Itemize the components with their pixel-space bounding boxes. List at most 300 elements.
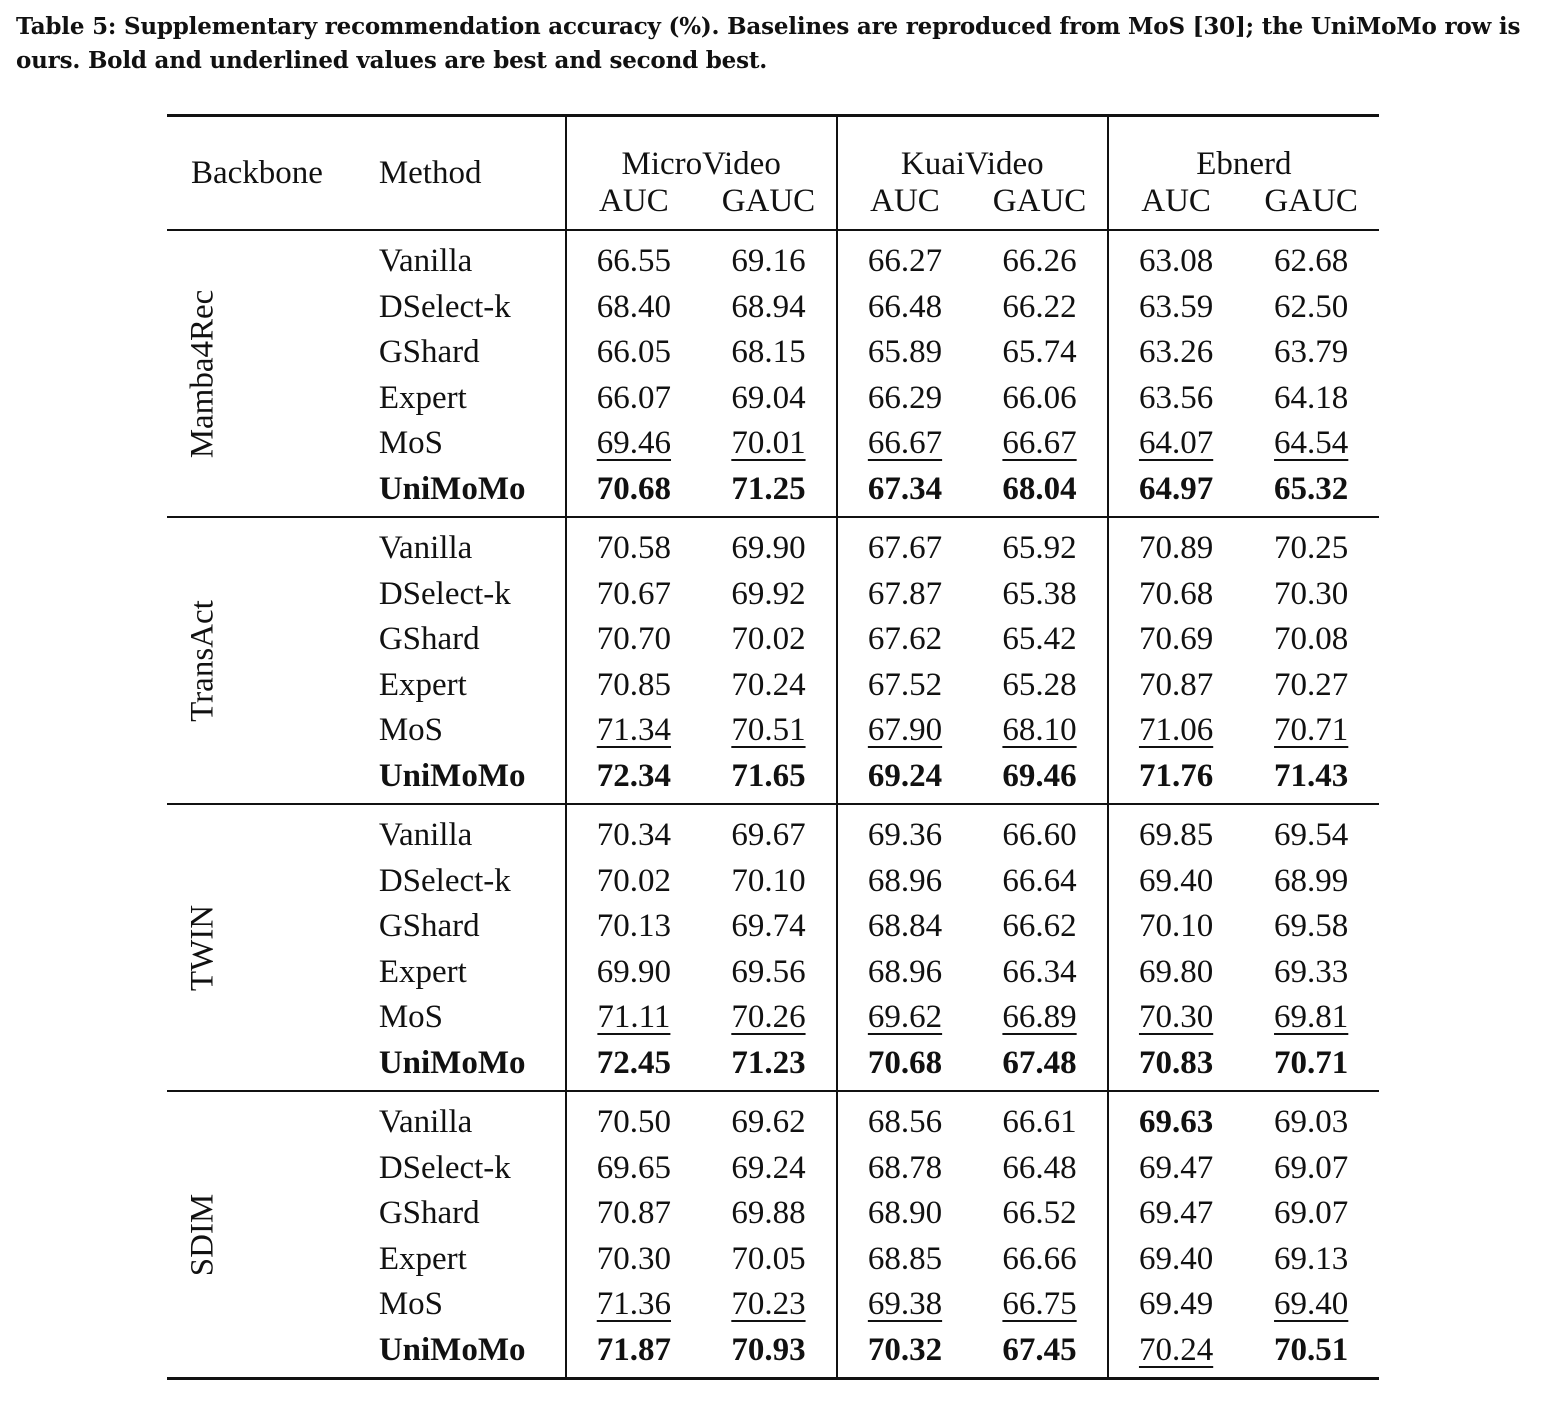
metric-value: 68.56 [867,1104,943,1141]
metric-value: 69.74 [731,908,806,945]
value-cell [701,467,837,518]
method-cell: MoS [378,1286,444,1323]
value-cell [1108,1282,1244,1328]
metric-value: 69.49 [1138,1286,1214,1323]
table-body [167,230,1379,1379]
method-cell: UniMoMo [378,1044,526,1081]
metric-value: 72.45 [596,1044,672,1081]
value-cell [972,1282,1108,1328]
value-cell [972,1091,1108,1146]
value-cell [566,1146,702,1192]
method-cell: GShard [378,1195,480,1232]
header-metric: GAUC [992,183,1087,220]
metric-value: 62.50 [1274,288,1349,325]
value-cell [566,285,702,331]
value-cell [701,663,837,709]
value-cell [972,1191,1108,1237]
method-cell: Expert [378,1240,467,1277]
value-cell [1243,1041,1379,1092]
metric-value: 70.93 [731,1331,806,1368]
value-cell [837,1237,973,1283]
metric-value: 70.25 [1274,530,1349,567]
metric-value: 69.85 [1138,817,1214,854]
value-cell [1243,708,1379,754]
metric-value: 70.05 [731,1240,806,1277]
value-cell [566,663,702,709]
metric-value: 70.67 [596,575,672,612]
value-cell [972,421,1108,467]
metric-value: 69.62 [731,1104,806,1141]
metric-value: 70.23 [731,1286,806,1323]
metric-value: 70.69 [1138,621,1214,658]
value-cell [701,1237,837,1283]
metric-value: 67.67 [867,530,943,567]
value-cell [1108,285,1244,331]
metric-value: 69.40 [1138,1240,1214,1277]
metric-value: 69.40 [1138,862,1214,899]
metric-value: 68.85 [867,1240,943,1277]
metric-value: 66.55 [596,243,672,280]
value-cell [701,904,837,950]
value-cell [837,330,973,376]
value-cell [972,859,1108,905]
value-cell [566,1328,702,1379]
metric-value: 64.97 [1138,470,1214,507]
backbone-cell [167,230,365,517]
method-cell: GShard [378,908,480,945]
metric-value: 69.90 [596,953,672,990]
metric-value: 70.30 [1138,999,1214,1036]
value-cell [566,517,702,572]
value-cell [837,1091,973,1146]
method-cell: Vanilla [378,243,473,280]
metric-value: 69.63 [1138,1104,1214,1141]
value-cell [566,1091,702,1146]
metric-value: 65.32 [1274,470,1349,507]
backbone-label: SDIM [184,1193,221,1276]
metric-value: 66.61 [1002,1104,1077,1141]
value-cell [1108,859,1244,905]
metric-value: 69.46 [1002,757,1077,794]
metric-value: 69.38 [867,1286,943,1323]
value-cell [566,708,702,754]
method-cell: Expert [378,953,467,990]
metric-value: 72.34 [596,757,672,794]
method-cell: DSelect-k [378,862,511,899]
backbone-label: TWIN [184,904,221,991]
metric-value: 70.13 [596,908,672,945]
metric-value: 70.70 [596,621,672,658]
value-cell [1108,1091,1244,1146]
metric-value: 70.68 [1138,575,1214,612]
value-cell [701,376,837,422]
value-cell [1108,663,1244,709]
metric-value: 66.67 [1002,425,1077,462]
value-cell [701,1328,837,1379]
metric-value: 69.40 [1274,1286,1349,1323]
value-cell [972,1146,1108,1192]
method-cell: Vanilla [378,1104,473,1141]
value-cell [972,950,1108,996]
value-cell [566,859,702,905]
value-cell [1243,376,1379,422]
metric-value: 63.26 [1138,334,1214,371]
value-cell [1108,804,1244,859]
value-cell [1243,950,1379,996]
metric-value: 69.03 [1274,1104,1349,1141]
metric-value: 71.76 [1138,757,1214,794]
value-cell [837,376,973,422]
header-metric: GAUC [721,183,816,220]
value-cell [566,230,702,285]
method-cell: GShard [378,621,480,658]
value-cell [701,517,837,572]
metric-value: 69.36 [867,817,943,854]
metric-value: 64.07 [1138,425,1214,462]
value-cell [837,421,973,467]
metric-value: 63.59 [1138,288,1214,325]
results-table [167,114,1379,1380]
table-row [167,804,1379,859]
value-cell [972,230,1108,285]
value-cell [566,572,702,618]
header-metric: GAUC [1264,183,1358,220]
method-cell: DSelect-k [378,575,511,612]
metric-value: 67.62 [867,621,943,658]
value-cell [837,995,973,1041]
metric-value: 71.87 [596,1331,672,1368]
value-cell [972,572,1108,618]
metric-value: 71.06 [1138,712,1214,749]
value-cell [837,572,973,618]
metric-value: 66.67 [867,425,943,462]
metric-value: 68.96 [867,953,943,990]
header-metric: AUC [566,183,702,230]
value-cell [1108,1237,1244,1283]
metric-value: 63.08 [1138,243,1214,280]
results-table-container [167,114,1379,1380]
value-cell [1108,467,1244,518]
value-cell [1243,859,1379,905]
value-cell [701,1191,837,1237]
metric-value: 65.74 [1002,334,1077,371]
metric-value: 69.92 [731,575,806,612]
value-cell [1243,1328,1379,1379]
metric-value: 69.04 [731,379,806,416]
metric-value: 66.06 [1002,379,1077,416]
metric-value: 69.90 [731,530,806,567]
metric-value: 69.16 [731,243,806,280]
metric-value: 68.15 [731,334,806,371]
metric-value: 69.56 [731,953,806,990]
header-dataset-kuaivideo: KuaiVideo [837,116,1108,184]
value-cell [566,995,702,1041]
value-cell [837,950,973,996]
metric-value: 70.89 [1138,530,1214,567]
value-cell [837,1191,973,1237]
metric-value: 71.25 [731,470,806,507]
value-cell [972,995,1108,1041]
value-cell [837,708,973,754]
method-cell: MoS [378,425,444,462]
metric-value: 69.47 [1138,1195,1214,1232]
metric-value: 69.88 [731,1195,806,1232]
value-cell [1108,950,1244,996]
header-dataset-microvideo: MicroVideo [566,116,837,184]
metric-value: 68.84 [867,908,943,945]
table-caption: Table 5: Supplementary recommendation accuracy (%). Baselines are reproduced from MoS [30]; the UniMoMo row is ours. Bold and underlined values are best and second best. [16,13,1521,74]
metric-value: 69.67 [731,817,806,854]
metric-value: 66.52 [1002,1195,1077,1232]
metric-value: 71.34 [596,712,672,749]
metric-value: 64.54 [1274,425,1349,462]
value-cell [837,663,973,709]
metric-value: 70.30 [1274,575,1349,612]
metric-value: 69.58 [1274,908,1349,945]
value-cell [1108,421,1244,467]
metric-value: 65.89 [867,334,943,371]
metric-value: 69.80 [1138,953,1214,990]
value-cell [566,1237,702,1283]
metric-value: 68.90 [867,1195,943,1232]
metric-value: 64.18 [1274,379,1349,416]
value-cell [1243,995,1379,1041]
value-cell [1243,285,1379,331]
metric-value: 68.99 [1274,862,1349,899]
value-cell [566,617,702,663]
value-cell [837,617,973,663]
metric-value: 69.24 [731,1149,806,1186]
metric-value: 66.34 [1002,953,1077,990]
method-cell: MoS [378,712,444,749]
value-cell [972,285,1108,331]
value-cell [566,421,702,467]
metric-value: 66.07 [596,379,672,416]
value-cell [1243,617,1379,663]
value-cell [566,950,702,996]
metric-value: 63.56 [1138,379,1214,416]
header-dataset-ebnerd: Ebnerd [1108,116,1379,184]
metric-value: 66.05 [596,334,672,371]
method-cell: MoS [378,999,444,1036]
value-cell [1243,1191,1379,1237]
metric-value: 70.87 [596,1195,672,1232]
value-cell [1243,754,1379,805]
value-cell [837,1328,973,1379]
value-cell [701,754,837,805]
metric-value: 62.68 [1274,243,1349,280]
method-cell: DSelect-k [378,288,511,325]
value-cell [837,754,973,805]
metric-value: 71.65 [731,757,806,794]
value-cell [701,421,837,467]
metric-value: 69.47 [1138,1149,1214,1186]
backbone-label: Mamba4Rec [184,289,221,458]
value-cell [701,859,837,905]
value-cell [1243,804,1379,859]
metric-value: 65.42 [1002,621,1077,658]
metric-value: 69.54 [1274,817,1349,854]
value-cell [837,1146,973,1192]
value-cell [566,330,702,376]
value-cell [701,1091,837,1146]
value-cell [566,1191,702,1237]
value-cell [837,230,973,285]
metric-value: 66.48 [1002,1149,1077,1186]
value-cell [1108,995,1244,1041]
value-cell [972,708,1108,754]
metric-value: 69.65 [596,1149,672,1186]
value-cell [701,804,837,859]
metric-value: 70.68 [596,470,672,507]
method-cell: DSelect-k [378,1149,511,1186]
metric-value: 69.13 [1274,1240,1349,1277]
header-metric: AUC [1108,183,1244,230]
metric-value: 70.68 [867,1044,943,1081]
value-cell [972,904,1108,950]
method-cell: Expert [378,666,467,703]
value-cell [972,663,1108,709]
value-cell [701,708,837,754]
metric-value: 66.29 [867,379,943,416]
metric-value: 66.48 [867,288,943,325]
value-cell [566,754,702,805]
metric-value: 70.32 [867,1331,943,1368]
metric-value: 70.58 [596,530,672,567]
metric-value: 69.81 [1274,999,1349,1036]
metric-value: 70.71 [1274,712,1349,749]
value-cell [837,517,973,572]
metric-value: 70.10 [731,862,806,899]
value-cell [566,804,702,859]
value-cell [1243,572,1379,618]
metric-value: 70.02 [596,862,672,899]
metric-value: 69.33 [1274,953,1349,990]
metric-value: 66.89 [1002,999,1077,1036]
header-method: Method [378,154,482,191]
value-cell [1108,708,1244,754]
metric-value: 66.22 [1002,288,1077,325]
metric-value: 68.04 [1002,470,1077,507]
value-cell [837,804,973,859]
value-cell [972,1328,1108,1379]
metric-value: 70.50 [596,1104,672,1141]
metric-value: 68.78 [867,1149,943,1186]
metric-value: 66.60 [1002,817,1077,854]
value-cell [1243,330,1379,376]
metric-value: 70.24 [1138,1331,1214,1368]
backbone-label: TransAct [184,599,221,722]
metric-value: 66.62 [1002,908,1077,945]
value-cell [1108,572,1244,618]
metric-value: 70.24 [731,666,806,703]
metric-value: 71.11 [597,999,671,1036]
value-cell [1108,517,1244,572]
value-cell [972,754,1108,805]
metric-value: 66.27 [867,243,943,280]
value-cell [972,467,1108,518]
metric-value: 68.10 [1002,712,1077,749]
header-backbone: Backbone [191,154,323,191]
value-cell [701,617,837,663]
value-cell [1108,330,1244,376]
metric-value: 69.62 [867,999,943,1036]
value-cell [566,1282,702,1328]
value-cell [972,376,1108,422]
metric-value: 67.34 [867,470,943,507]
method-cell: GShard [378,334,480,371]
value-cell [1108,754,1244,805]
metric-value: 69.46 [596,425,672,462]
metric-value: 65.28 [1002,666,1077,703]
table-header [167,116,1379,231]
value-cell [566,467,702,518]
metric-value: 68.94 [731,288,806,325]
metric-value: 70.01 [731,425,806,462]
metric-value: 67.87 [867,575,943,612]
metric-value: 66.64 [1002,862,1077,899]
metric-value: 69.24 [867,757,943,794]
metric-value: 70.08 [1274,621,1349,658]
value-cell [1108,376,1244,422]
metric-value: 67.90 [867,712,943,749]
value-cell [972,1237,1108,1283]
table-row [167,517,1379,572]
method-cell: UniMoMo [378,1331,526,1368]
value-cell [837,467,973,518]
method-cell: UniMoMo [378,470,526,507]
metric-value: 66.66 [1002,1240,1077,1277]
metric-value: 70.71 [1274,1044,1349,1081]
metric-value: 70.02 [731,621,806,658]
metric-value: 70.83 [1138,1044,1214,1081]
table-row [167,1091,1379,1146]
metric-value: 69.07 [1274,1195,1349,1232]
metric-value: 67.45 [1002,1331,1077,1368]
value-cell [1243,467,1379,518]
metric-value: 67.52 [867,666,943,703]
value-cell [1108,1041,1244,1092]
value-cell [701,285,837,331]
method-cell: Expert [378,379,467,416]
metric-value: 70.26 [731,999,806,1036]
value-cell [1243,1237,1379,1283]
value-cell [701,1282,837,1328]
value-cell [972,1041,1108,1092]
metric-value: 65.92 [1002,530,1077,567]
method-cell: Vanilla [378,530,473,567]
value-cell [1243,1282,1379,1328]
value-cell [837,285,973,331]
metric-value: 71.23 [731,1044,806,1081]
value-cell [1108,1328,1244,1379]
value-cell [566,904,702,950]
backbone-cell [167,1091,365,1379]
value-cell [1243,230,1379,285]
value-cell [1243,1091,1379,1146]
value-cell [1108,1146,1244,1192]
value-cell [837,1282,973,1328]
value-cell [1243,517,1379,572]
metric-value: 65.38 [1002,575,1077,612]
value-cell [701,1041,837,1092]
metric-value: 68.96 [867,862,943,899]
metric-value: 71.43 [1274,757,1349,794]
method-cell: UniMoMo [378,757,526,794]
value-cell [972,517,1108,572]
metric-value: 70.10 [1138,908,1214,945]
value-cell [701,950,837,996]
